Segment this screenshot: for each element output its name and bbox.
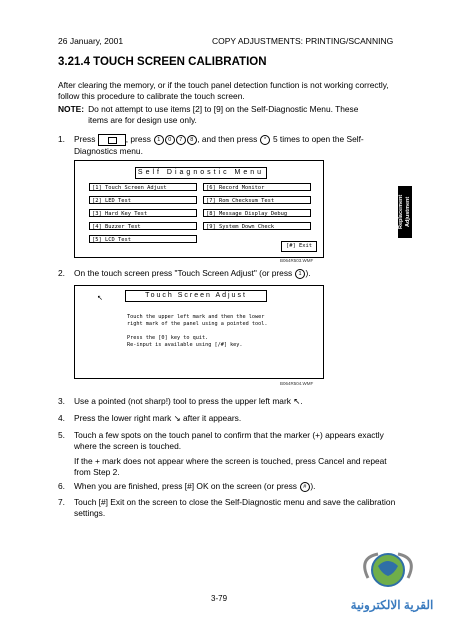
step-text: 5 times to open the Self-Diagnostics menu. bbox=[74, 134, 364, 156]
self-diagnostic-menu-screen bbox=[74, 160, 324, 258]
step-text: Touch a few spots on the touch panel to confirm that the marker (+) appears exactly where the screen is touched. bbox=[74, 430, 384, 451]
adjust-title: Touch Screen Adjust bbox=[125, 290, 267, 302]
step-number: 7. bbox=[58, 497, 65, 507]
menu-item-system-down-check[interactable]: [9] System Down Check bbox=[203, 222, 311, 230]
step-text: , and then press bbox=[197, 134, 258, 145]
hash-key-icon: # bbox=[300, 482, 310, 492]
menu-item-buzzer-test[interactable]: [4] Buzzer Test bbox=[89, 222, 197, 230]
clear-stop-key-icon: * bbox=[260, 135, 270, 145]
figure-caption: B064R504.WMF bbox=[280, 381, 314, 386]
menu-item-hard-key-test[interactable]: [3] Hard Key Test bbox=[89, 209, 197, 217]
step-number: 3. bbox=[58, 396, 65, 406]
watermark-text: القرية الالكترونية bbox=[350, 598, 434, 612]
key-icon: 7 bbox=[176, 135, 186, 145]
step-number: 4. bbox=[58, 413, 65, 423]
section-title: 3.21.4 TOUCH SCREEN CALIBRATION bbox=[58, 56, 267, 68]
key-icon: 1 bbox=[154, 135, 164, 145]
upper-left-mark-icon: ↖ bbox=[293, 396, 301, 406]
step-number: 2. bbox=[58, 268, 65, 278]
note-text: Do not attempt to use items [2] to [9] on the Self-Diagnostic Menu. These items are for design use only. bbox=[88, 104, 359, 125]
touch-screen-adjust-screen bbox=[74, 285, 324, 379]
page-number: 3-79 bbox=[211, 594, 228, 603]
step-text: ). bbox=[305, 268, 311, 278]
menu-item-touch-screen-adjust[interactable]: [1] Touch Screen Adjust bbox=[89, 183, 197, 191]
step-number: 1. bbox=[58, 134, 65, 144]
side-tab: Replacement Adjustment bbox=[398, 186, 412, 238]
step-text: Use a pointed (not sharp!) tool to press the upper left mark bbox=[74, 396, 291, 406]
header-date: 26 January, 2001 bbox=[58, 36, 124, 46]
step-text: If the + mark does not appear where the screen is touched, press Cancel and repeat from Step 2. bbox=[74, 456, 387, 477]
key-icon: 1 bbox=[295, 269, 305, 279]
menu-item-led-test[interactable]: [2] LED Test bbox=[89, 196, 197, 204]
step-text: ). bbox=[310, 481, 316, 491]
figure-caption: B064R503.WMF bbox=[280, 258, 314, 263]
menu-title: Self Diagnostic Menu bbox=[135, 167, 267, 179]
header-section: COPY ADJUSTMENTS: PRINTING/SCANNING bbox=[212, 36, 394, 46]
step-text: Press bbox=[74, 134, 96, 145]
menu-item-message-display-debug[interactable]: [8] Message Display Debug bbox=[203, 209, 311, 217]
step-number: 6. bbox=[58, 481, 65, 491]
lower-right-mark-icon: ↘ bbox=[173, 413, 181, 423]
upper-left-mark-icon[interactable]: ↖ bbox=[97, 295, 103, 302]
step-text: , press bbox=[125, 134, 151, 145]
key-icon: 8 bbox=[187, 135, 197, 145]
exit-button[interactable]: [#] Exit bbox=[281, 241, 317, 252]
step-text: When you are finished, press [#] OK on the screen (or press bbox=[74, 481, 297, 491]
step-number: 5. bbox=[58, 430, 65, 440]
menu-item-lcd-test[interactable]: [5] LCD Test bbox=[89, 235, 197, 243]
adjust-instructions: Touch the upper left mark and then the lower right mark of the panel using a pointed tool. Press the [0] key to quit. Re-input is available using [/#] key. bbox=[127, 314, 268, 348]
step-text: On the touch screen press "Touch Screen Adjust" (or press bbox=[74, 268, 293, 278]
intro-paragraph: After clearing the memory, or if the touch panel detection function is not working correctly, follow this procedure to calibrate the touch screen. bbox=[58, 80, 389, 101]
note-label: NOTE: bbox=[58, 104, 85, 114]
key-icon: 0 bbox=[165, 135, 175, 145]
clear-modes-key-icon bbox=[98, 134, 126, 146]
menu-item-record-monitor[interactable]: [6] Record Monitor bbox=[203, 183, 311, 191]
step-text: Press the lower right mark bbox=[74, 413, 172, 423]
note bbox=[58, 104, 398, 125]
step-text: Touch [#] Exit on the screen to close the Self-Diagnostic menu and save the calibration settings. bbox=[74, 497, 396, 518]
step-text: after it appears. bbox=[182, 413, 242, 423]
menu-item-rom-checksum-test[interactable]: [7] Rom Checksum Test bbox=[203, 196, 311, 204]
